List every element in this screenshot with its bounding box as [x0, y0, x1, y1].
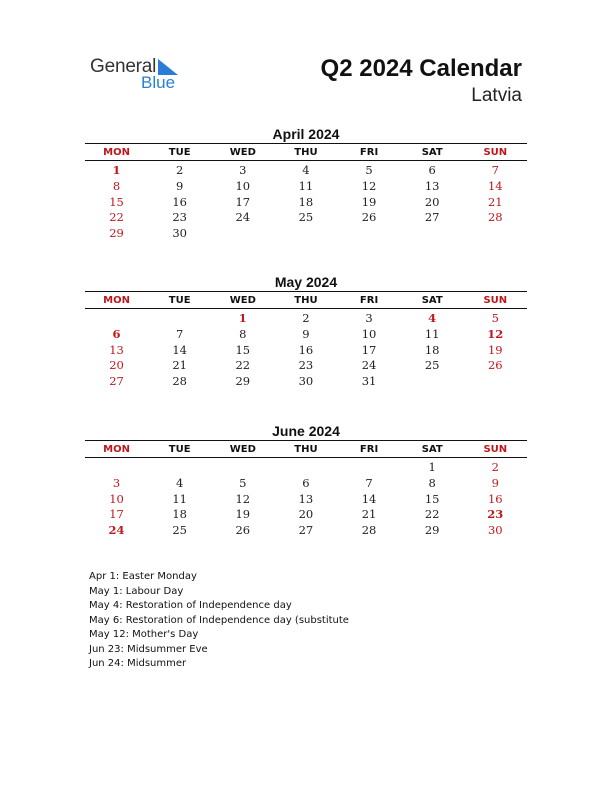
day-cell: 24 — [235, 210, 251, 225]
weekday-label: THU — [294, 294, 318, 306]
day-cell: 20 — [109, 358, 124, 373]
holiday-list — [89, 570, 349, 672]
day-cell: 22 — [235, 358, 251, 373]
day-cell: 10 — [235, 178, 251, 193]
month-title: April 2024 — [272, 126, 340, 142]
day-cell: 8 — [112, 178, 121, 193]
weekday-label: SUN — [483, 294, 508, 306]
day-cell: 9 — [176, 178, 184, 193]
day-cell: 17 — [361, 342, 377, 357]
day-cell: 5 — [365, 163, 373, 177]
day-cell: 25 — [172, 523, 187, 538]
day-cell: 7 — [176, 326, 184, 341]
day-cell: 17 — [235, 194, 251, 209]
holiday-note: Apr 1: Easter Monday — [89, 571, 197, 582]
month-title: June 2024 — [272, 423, 340, 439]
day-cell: 29 — [109, 226, 124, 241]
day-cell: 2 — [491, 460, 499, 474]
day-cell: 22 — [424, 507, 440, 522]
day-cell: 3 — [365, 311, 373, 325]
day-cell: 11 — [172, 491, 187, 506]
day-cell: 2 — [176, 163, 184, 177]
weekday-header — [85, 143, 527, 161]
day-cell: 10 — [361, 326, 377, 341]
weekday-label: MON — [103, 146, 130, 158]
day-cell: 11 — [424, 326, 440, 341]
day-cell: 5 — [491, 311, 499, 325]
day-cell: 26 — [235, 523, 251, 538]
day-cell: 27 — [424, 210, 440, 225]
day-cell: 18 — [172, 507, 187, 522]
weekday-header — [85, 440, 527, 458]
day-cell: 12 — [235, 491, 251, 506]
day-cell: 28 — [361, 523, 377, 538]
weekday-label: WED — [229, 294, 256, 306]
day-cell: 25 — [424, 358, 440, 373]
day-cell: 7 — [491, 163, 499, 177]
day-cell: 20 — [298, 507, 314, 522]
weekday-header — [85, 291, 527, 309]
day-cell: 18 — [298, 194, 314, 209]
empty-cell — [148, 311, 211, 327]
day-cell: 18 — [424, 342, 440, 357]
weekday-label: WED — [229, 146, 256, 158]
weekday-label: SUN — [483, 443, 508, 455]
day-cell: 27 — [109, 374, 124, 389]
month-june — [85, 423, 527, 539]
weekday-label: FRI — [359, 443, 379, 455]
holiday-note: May 6: Restoration of Independence day (substitute — [89, 614, 349, 626]
day-cell: 8 — [428, 475, 436, 490]
empty-cell — [148, 460, 211, 476]
weekday-label: SAT — [421, 146, 443, 158]
weekday-label: SUN — [483, 146, 508, 158]
day-cell: 17 — [109, 507, 124, 522]
day-cell: 29 — [235, 374, 251, 389]
day-cell: 7 — [365, 475, 373, 490]
day-grid — [85, 309, 527, 390]
empty-cell — [274, 460, 337, 476]
day-cell: 14 — [487, 178, 503, 193]
day-cell: 21 — [172, 358, 187, 373]
weekday-label: THU — [294, 443, 318, 455]
day-cell: 13 — [298, 491, 314, 506]
day-cell: 26 — [487, 358, 503, 373]
weekday-label: WED — [229, 443, 256, 455]
day-cell: 5 — [239, 475, 247, 490]
day-cell: 23 — [172, 210, 187, 225]
day-grid — [85, 161, 527, 242]
day-cell: 15 — [109, 194, 124, 209]
month-may — [85, 274, 527, 390]
weekday-label: TUE — [168, 443, 191, 455]
holiday-note: Jun 23: Midsummer Eve — [89, 643, 208, 655]
day-cell: 19 — [361, 194, 377, 209]
empty-cell — [338, 460, 401, 476]
logo-word-general: General — [90, 56, 157, 77]
day-cell: 22 — [109, 210, 124, 225]
day-cell: 2 — [302, 311, 310, 325]
weekday-label: TUE — [168, 146, 191, 158]
day-cell: 28 — [487, 210, 503, 225]
day-cell: 30 — [298, 374, 314, 389]
day-cell: 21 — [487, 194, 503, 209]
day-cell: 28 — [172, 374, 187, 389]
day-cell: 6 — [112, 326, 121, 341]
day-cell: 4 — [176, 475, 184, 490]
day-cell: 21 — [361, 507, 377, 522]
weekday-label: MON — [103, 294, 130, 306]
day-cell: 16 — [298, 342, 314, 357]
day-cell: 31 — [361, 374, 377, 389]
holiday-note: Jun 24: Midsummer — [89, 658, 187, 669]
day-cell: 10 — [109, 491, 124, 506]
day-cell: 4 — [428, 311, 437, 325]
empty-cell — [85, 311, 148, 327]
day-cell: 27 — [298, 523, 314, 538]
day-cell: 14 — [172, 342, 187, 357]
day-cell: 25 — [298, 210, 314, 225]
day-cell: 16 — [487, 491, 503, 506]
weekday-label: FRI — [359, 294, 379, 306]
holiday-note: May 4: Restoration of Independence day — [89, 600, 292, 611]
holiday-note: May 1: Labour Day — [89, 585, 184, 597]
day-cell: 30 — [172, 226, 187, 241]
day-cell: 16 — [172, 194, 187, 209]
day-cell: 23 — [487, 507, 504, 522]
day-cell: 9 — [491, 475, 499, 490]
day-cell: 15 — [235, 342, 251, 357]
weekday-label: FRI — [359, 146, 379, 158]
month-april — [85, 126, 527, 242]
day-cell: 1 — [238, 311, 247, 325]
month-title: May 2024 — [274, 274, 338, 290]
day-cell: 14 — [361, 491, 377, 506]
day-cell: 12 — [487, 326, 504, 341]
empty-cell — [85, 460, 148, 476]
day-cell: 1 — [428, 460, 436, 474]
country-name: Latvia — [471, 85, 522, 106]
day-cell: 23 — [298, 358, 314, 373]
day-cell: 3 — [239, 163, 247, 177]
day-cell: 19 — [235, 507, 251, 522]
day-cell: 8 — [239, 326, 247, 341]
weekday-label: THU — [294, 146, 318, 158]
weekday-label: MON — [103, 443, 130, 455]
weekday-label: TUE — [168, 294, 191, 306]
day-cell: 1 — [112, 163, 121, 177]
day-cell: 3 — [112, 475, 121, 490]
day-cell: 24 — [361, 358, 377, 373]
empty-cell — [211, 460, 274, 476]
page-title: Q2 2024 Calendar — [320, 55, 522, 82]
day-cell: 26 — [361, 210, 377, 225]
day-cell: 30 — [487, 523, 503, 538]
weekday-label: SAT — [421, 443, 443, 455]
logo-word-blue: Blue — [141, 73, 176, 92]
holiday-note: May 12: Mother's Day — [89, 629, 199, 640]
weekday-label: SAT — [421, 294, 443, 306]
day-cell: 29 — [424, 523, 440, 538]
day-cell: 13 — [424, 178, 440, 193]
day-cell: 12 — [361, 178, 377, 193]
day-cell: 4 — [302, 163, 310, 177]
day-grid — [85, 458, 527, 539]
generalblue-logo — [90, 56, 200, 96]
day-cell: 9 — [302, 326, 310, 341]
day-cell: 15 — [424, 491, 440, 506]
day-cell: 24 — [108, 523, 125, 538]
day-cell: 6 — [302, 475, 310, 490]
day-cell: 19 — [487, 342, 503, 357]
day-cell: 11 — [298, 178, 314, 193]
day-cell: 20 — [424, 194, 440, 209]
day-cell: 13 — [109, 342, 124, 357]
day-cell: 6 — [428, 163, 436, 177]
